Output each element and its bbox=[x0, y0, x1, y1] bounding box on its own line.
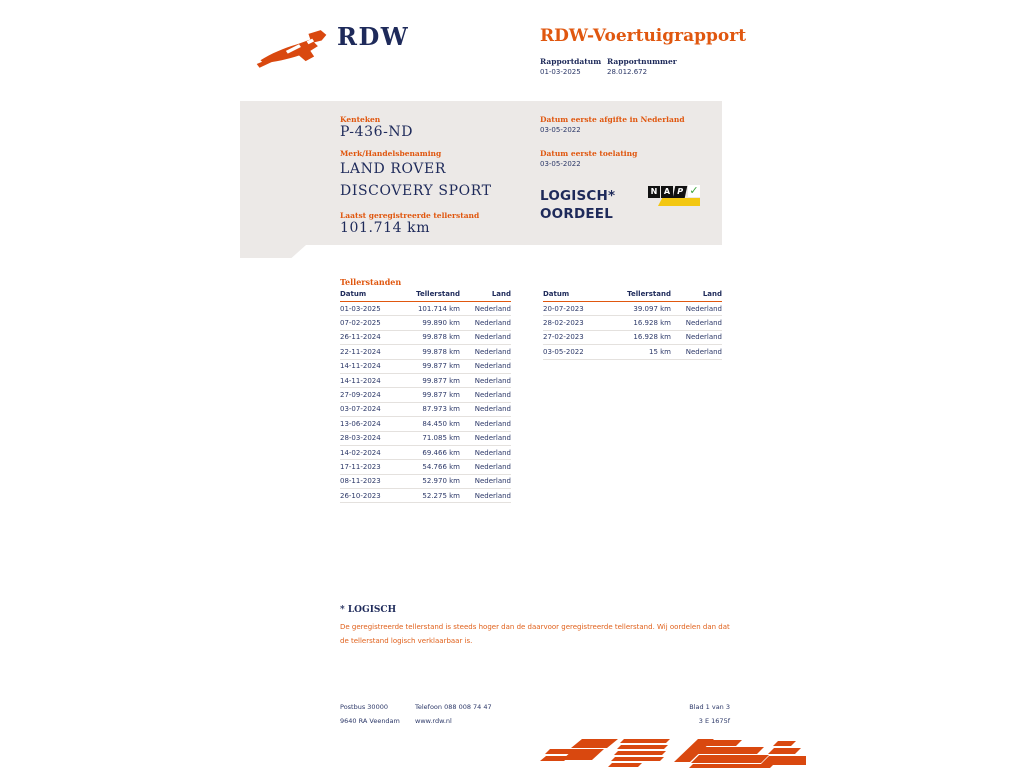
table-row bbox=[543, 345, 722, 359]
card-tail-shape bbox=[240, 245, 306, 258]
nap-letter-n: N bbox=[648, 186, 660, 198]
table-cell: 54.766 km bbox=[402, 460, 460, 474]
table-cell: 15 km bbox=[605, 345, 671, 359]
merk-line2: DISCOVERY SPORT bbox=[340, 183, 492, 199]
tellerstand-value: 101.714 km bbox=[340, 220, 431, 236]
table-row bbox=[340, 388, 511, 402]
footer-pagination bbox=[600, 700, 730, 728]
table-cell: 03-07-2024 bbox=[340, 402, 402, 416]
table-cell: Nederland bbox=[460, 445, 511, 459]
table-row bbox=[340, 402, 511, 416]
table-header-row bbox=[340, 290, 511, 302]
table-cell: 99.877 km bbox=[402, 388, 460, 402]
table-cell: 52.970 km bbox=[402, 474, 460, 488]
table-cell: Nederland bbox=[460, 489, 511, 503]
table-row bbox=[340, 345, 511, 359]
report-title: RDW-Voertuigrapport bbox=[540, 26, 747, 46]
footer-address bbox=[340, 700, 400, 728]
table-cell: 20-07-2023 bbox=[543, 302, 605, 316]
vehicle-summary-card bbox=[240, 101, 722, 245]
table-cell: 07-02-2025 bbox=[340, 316, 402, 330]
oordeel-line1: LOGISCH* bbox=[540, 188, 616, 204]
footer-address-line2: 9640 RA Veendam bbox=[340, 717, 400, 725]
table-row bbox=[340, 373, 511, 387]
table-cell: 16.928 km bbox=[605, 316, 671, 330]
table-cell: Nederland bbox=[671, 302, 722, 316]
table-header-row bbox=[543, 290, 722, 302]
table-row bbox=[340, 460, 511, 474]
table-row bbox=[340, 417, 511, 431]
rapportnummer-value: 28.012.672 bbox=[607, 68, 648, 76]
merk-line1: LAND ROVER bbox=[340, 161, 446, 177]
table-cell: Nederland bbox=[460, 474, 511, 488]
table-cell: Nederland bbox=[460, 388, 511, 402]
nap-letter-a: A bbox=[661, 186, 673, 198]
table-cell: 101.714 km bbox=[402, 302, 460, 316]
table-cell: 28-03-2024 bbox=[340, 431, 402, 445]
nap-checkmark-icon: ✓ bbox=[689, 184, 699, 197]
kenteken-value: P-436-ND bbox=[340, 124, 414, 140]
table-row bbox=[340, 359, 511, 373]
nap-logo bbox=[648, 185, 700, 209]
footnote-heading: * LOGISCH bbox=[340, 605, 397, 615]
footer-contact bbox=[415, 700, 492, 728]
table-row bbox=[340, 474, 511, 488]
table-cell: 99.877 km bbox=[402, 373, 460, 387]
col-header-land: Land bbox=[460, 290, 511, 302]
table-cell: 14-02-2024 bbox=[340, 445, 402, 459]
table-row bbox=[340, 489, 511, 503]
table-cell: Nederland bbox=[460, 330, 511, 344]
table-cell: Nederland bbox=[460, 302, 511, 316]
rapportdatum-label: Rapportdatum bbox=[540, 57, 602, 66]
col-header-datum: Datum bbox=[340, 290, 402, 302]
table-cell: Nederland bbox=[460, 373, 511, 387]
col-header-datum: Datum bbox=[543, 290, 605, 302]
table-cell: Nederland bbox=[460, 345, 511, 359]
table-cell: 27-02-2023 bbox=[543, 330, 605, 344]
tellerstanden-table-left bbox=[340, 290, 511, 503]
rapportnummer-label: Rapportnummer bbox=[607, 57, 677, 66]
oordeel-line2: OORDEEL bbox=[540, 206, 614, 222]
table-cell: 27-09-2024 bbox=[340, 388, 402, 402]
table-cell: 14-11-2024 bbox=[340, 359, 402, 373]
table-cell: 39.097 km bbox=[605, 302, 671, 316]
tellerstanden-table-right bbox=[543, 290, 722, 360]
table-cell: 26-10-2023 bbox=[340, 489, 402, 503]
table-cell: 26-11-2024 bbox=[340, 330, 402, 344]
merk-value bbox=[340, 158, 492, 202]
toelating-label: Datum eerste toelating bbox=[540, 149, 638, 158]
table-cell: 08-11-2023 bbox=[340, 474, 402, 488]
afgifte-label: Datum eerste afgifte in Nederland bbox=[540, 115, 685, 124]
table-cell: Nederland bbox=[460, 316, 511, 330]
nap-letter-p: P bbox=[673, 186, 688, 198]
table-cell: Nederland bbox=[671, 316, 722, 330]
kenteken-label: Kenteken bbox=[340, 115, 381, 124]
merk-label: Merk/Handelsbenaming bbox=[340, 149, 442, 158]
col-header-tellerstand: Tellerstand bbox=[605, 290, 671, 302]
tellerstanden-title: Tellerstanden bbox=[340, 277, 402, 287]
table-row bbox=[543, 316, 722, 330]
table-row bbox=[340, 431, 511, 445]
table-cell: Nederland bbox=[460, 417, 511, 431]
table-cell: 13-06-2024 bbox=[340, 417, 402, 431]
table-row bbox=[543, 330, 722, 344]
table-row bbox=[543, 302, 722, 316]
table-cell: Nederland bbox=[460, 460, 511, 474]
col-header-land: Land bbox=[671, 290, 722, 302]
table-cell: 01-03-2025 bbox=[340, 302, 402, 316]
table-cell: 22-11-2024 bbox=[340, 345, 402, 359]
table-cell: 99.877 km bbox=[402, 359, 460, 373]
table-row bbox=[340, 302, 511, 316]
table-row bbox=[340, 316, 511, 330]
rdw-feather-icon bbox=[252, 25, 332, 71]
table-cell: 99.878 km bbox=[402, 330, 460, 344]
footer-phone: Telefoon 088 008 74 47 bbox=[415, 703, 492, 711]
footnote-text: De geregistreerde tellerstand is steeds hoger dan de daarvoor geregistreerde tellerstand. Wij oordelen dan dat de tellerstand logisch verklaarbaar is. bbox=[340, 623, 730, 645]
table-cell: Nederland bbox=[671, 345, 722, 359]
table-cell: 69.466 km bbox=[402, 445, 460, 459]
table-row bbox=[340, 330, 511, 344]
footer-page-number: Blad 1 van 3 bbox=[689, 703, 730, 711]
footer-form-code: 3 E 1675f bbox=[698, 717, 730, 725]
table-cell: 52.275 km bbox=[402, 489, 460, 503]
table-cell: 17-11-2023 bbox=[340, 460, 402, 474]
table-row bbox=[340, 445, 511, 459]
nap-yellow-bar bbox=[658, 198, 700, 206]
table-cell: 14-11-2024 bbox=[340, 373, 402, 387]
table-cell: Nederland bbox=[671, 330, 722, 344]
table-cell: 99.890 km bbox=[402, 316, 460, 330]
rapportdatum-value: 01-03-2025 bbox=[540, 68, 581, 76]
table-cell: 99.878 km bbox=[402, 345, 460, 359]
table-cell: 71.085 km bbox=[402, 431, 460, 445]
table-cell: 87.973 km bbox=[402, 402, 460, 416]
tellerstand-label: Laatst geregistreerde tellerstand bbox=[340, 211, 480, 220]
table-cell: 03-05-2022 bbox=[543, 345, 605, 359]
table-cell: 84.450 km bbox=[402, 417, 460, 431]
table-cell: Nederland bbox=[460, 402, 511, 416]
afgifte-value: 03-05-2022 bbox=[540, 126, 581, 134]
rdw-stripes-graphic bbox=[538, 735, 806, 768]
table-cell: 16.928 km bbox=[605, 330, 671, 344]
table-cell: Nederland bbox=[460, 359, 511, 373]
table-cell: Nederland bbox=[460, 431, 511, 445]
oordeel-badge bbox=[540, 187, 615, 223]
col-header-tellerstand: Tellerstand bbox=[402, 290, 460, 302]
footer-address-line1: Postbus 30000 bbox=[340, 703, 388, 711]
rdw-logo-text: RDW bbox=[337, 22, 410, 51]
table-cell: 28-02-2023 bbox=[543, 316, 605, 330]
toelating-value: 03-05-2022 bbox=[540, 160, 581, 168]
footer-website: www.rdw.nl bbox=[415, 717, 452, 725]
